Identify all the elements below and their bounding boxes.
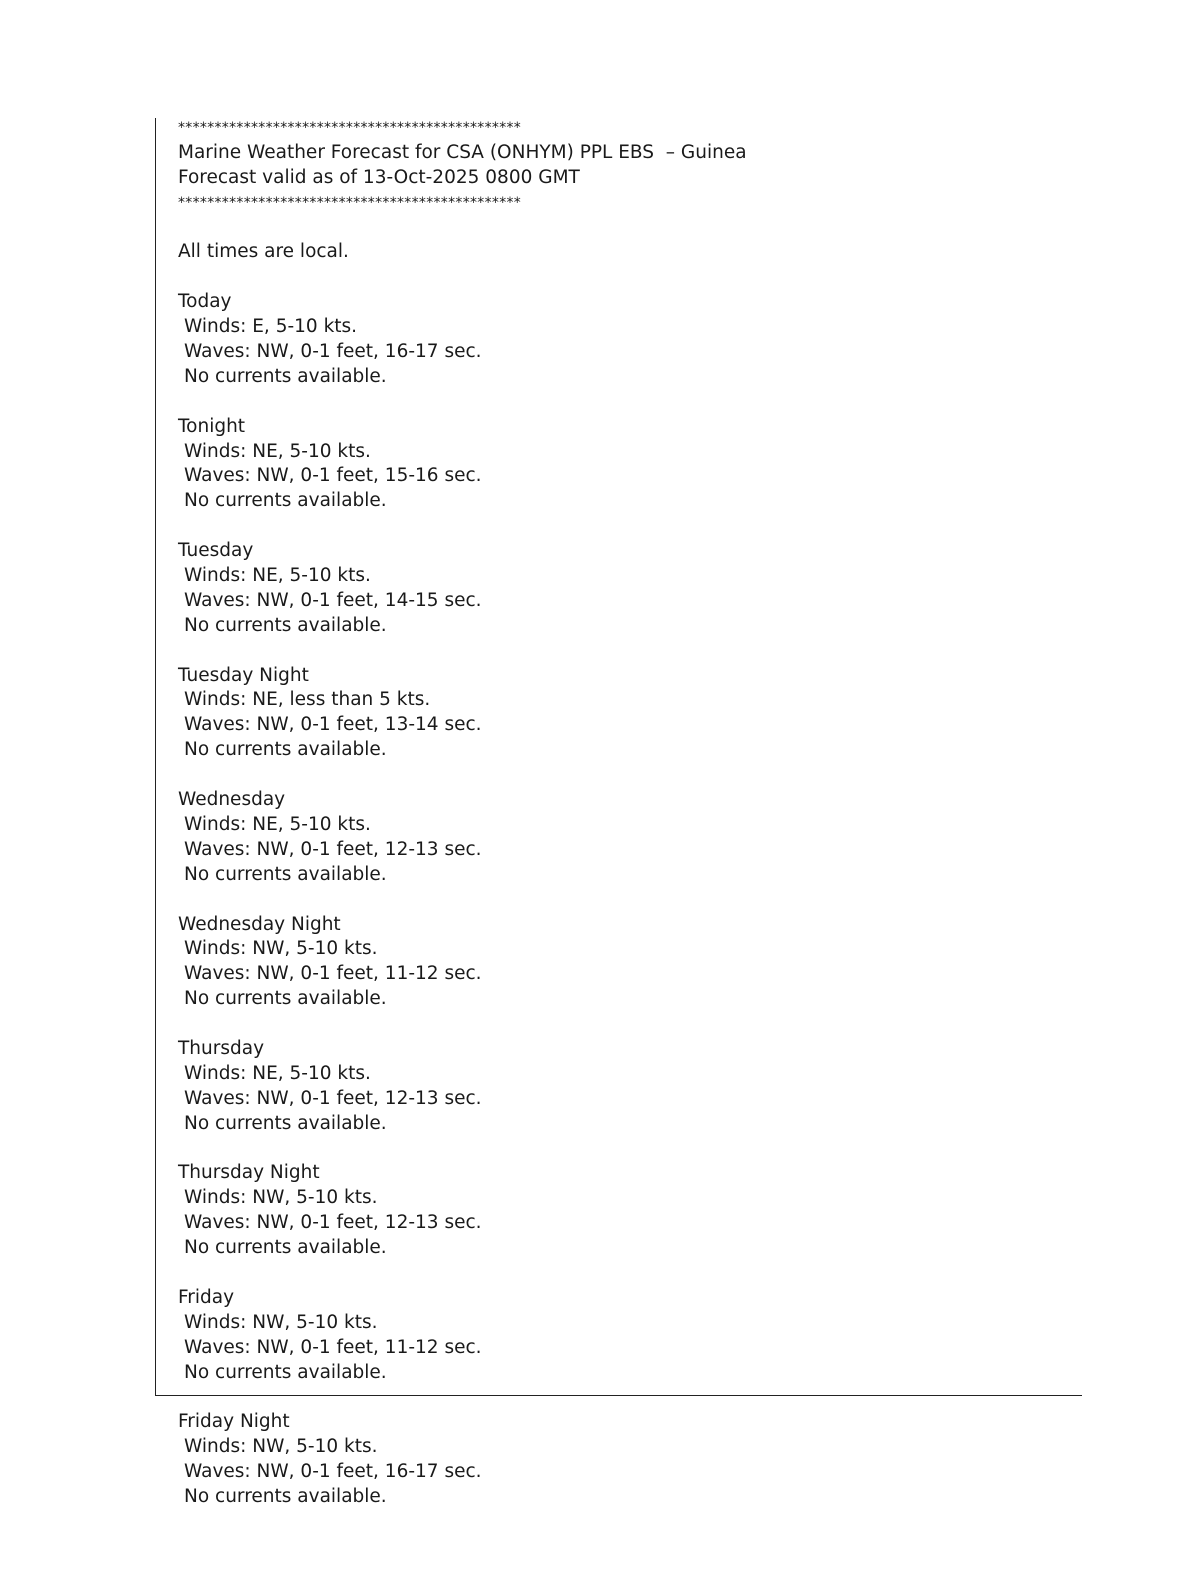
period-currents: No currents available. [184, 614, 387, 636]
period-waves: Waves: NW, 0-1 feet, 11-12 sec. [184, 963, 482, 985]
header-divider-top: *********************************************** [178, 120, 522, 136]
period-waves: Waves: NW, 0-1 feet, 15-16 sec. [184, 465, 482, 487]
period-waves: Waves: NW, 0-1 feet, 12-13 sec. [184, 838, 482, 860]
period-winds: Winds: NW, 5-10 kts. [184, 1311, 378, 1333]
period-winds: Winds: NE, 5-10 kts. [184, 440, 371, 462]
spacer [178, 1261, 1078, 1286]
period-currents: No currents available. [184, 988, 387, 1010]
forecast-period-wednesday-night [178, 913, 1078, 1037]
period-winds: Winds: NW, 5-10 kts. [184, 1436, 378, 1458]
period-waves: Waves: NW, 0-1 feet, 14-15 sec. [184, 589, 482, 611]
forecast-period-friday [178, 1286, 1078, 1410]
period-currents: No currents available. [184, 1237, 387, 1259]
period-name: Wednesday [178, 789, 286, 811]
period-winds: Winds: NE, 5-10 kts. [184, 813, 371, 835]
period-name: Today [178, 291, 232, 313]
period-currents: No currents available. [184, 739, 387, 761]
period-waves: Waves: NW, 0-1 feet, 16-17 sec. [184, 341, 482, 363]
period-name: Tonight [178, 415, 246, 437]
forecast-valid-time: Forecast valid as of 13-Oct-2025 0800 GMT [178, 166, 580, 188]
period-winds: Winds: E, 5-10 kts. [184, 316, 358, 338]
period-currents: No currents available. [184, 863, 387, 885]
period-name: Tuesday [178, 540, 254, 562]
forecast-period-thursday [178, 1037, 1078, 1161]
forecast-title: Marine Weather Forecast for CSA (ONHYM) PPL EBS – Guinea [178, 141, 747, 163]
period-name: Thursday [178, 1037, 265, 1059]
spacer [178, 639, 1078, 664]
period-winds: Winds: NW, 5-10 kts. [184, 938, 378, 960]
forecast-period-thursday-night [178, 1161, 1078, 1285]
forecast-period-wednesday [178, 788, 1078, 912]
forecast-document [178, 116, 1078, 1510]
period-waves: Waves: NW, 0-1 feet, 12-13 sec. [184, 1087, 482, 1109]
period-winds: Winds: NW, 5-10 kts. [184, 1187, 378, 1209]
period-winds: Winds: NE, 5-10 kts. [184, 565, 371, 587]
spacer [178, 888, 1078, 913]
document-frame-left-border [155, 118, 156, 1396]
period-currents: No currents available. [184, 365, 387, 387]
spacer [178, 763, 1078, 788]
period-name: Wednesday Night [178, 913, 341, 935]
forecast-period-tonight [178, 415, 1078, 539]
period-winds: Winds: NE, 5-10 kts. [184, 1062, 371, 1084]
period-name: Thursday Night [178, 1162, 320, 1184]
period-waves: Waves: NW, 0-1 feet, 12-13 sec. [184, 1212, 482, 1234]
forecast-period-tuesday [178, 539, 1078, 663]
forecast-period-today [178, 290, 1078, 414]
spacer [178, 1385, 1078, 1410]
period-waves: Waves: NW, 0-1 feet, 13-14 sec. [184, 714, 482, 736]
period-waves: Waves: NW, 0-1 feet, 16-17 sec. [184, 1461, 482, 1483]
forecast-period-tuesday-night [178, 664, 1078, 788]
spacer [178, 514, 1078, 539]
period-name: Tuesday Night [178, 664, 309, 686]
spacer [178, 1012, 1078, 1037]
spacer [178, 1137, 1078, 1162]
period-currents: No currents available. [184, 490, 387, 512]
spacer [178, 265, 1078, 290]
period-waves: Waves: NW, 0-1 feet, 11-12 sec. [184, 1336, 482, 1358]
period-currents: No currents available. [184, 1485, 387, 1507]
period-name: Friday Night [178, 1411, 290, 1433]
spacer [178, 390, 1078, 415]
header-divider-bottom: *********************************************** [178, 194, 522, 211]
period-currents: No currents available. [184, 1361, 387, 1383]
time-note: All times are local. [178, 241, 349, 263]
period-name: Friday [178, 1286, 235, 1308]
spacer [178, 216, 1078, 241]
forecast-period-friday-night [178, 1410, 1078, 1510]
period-winds: Winds: NE, less than 5 kts. [184, 689, 431, 711]
period-currents: No currents available. [184, 1112, 387, 1134]
